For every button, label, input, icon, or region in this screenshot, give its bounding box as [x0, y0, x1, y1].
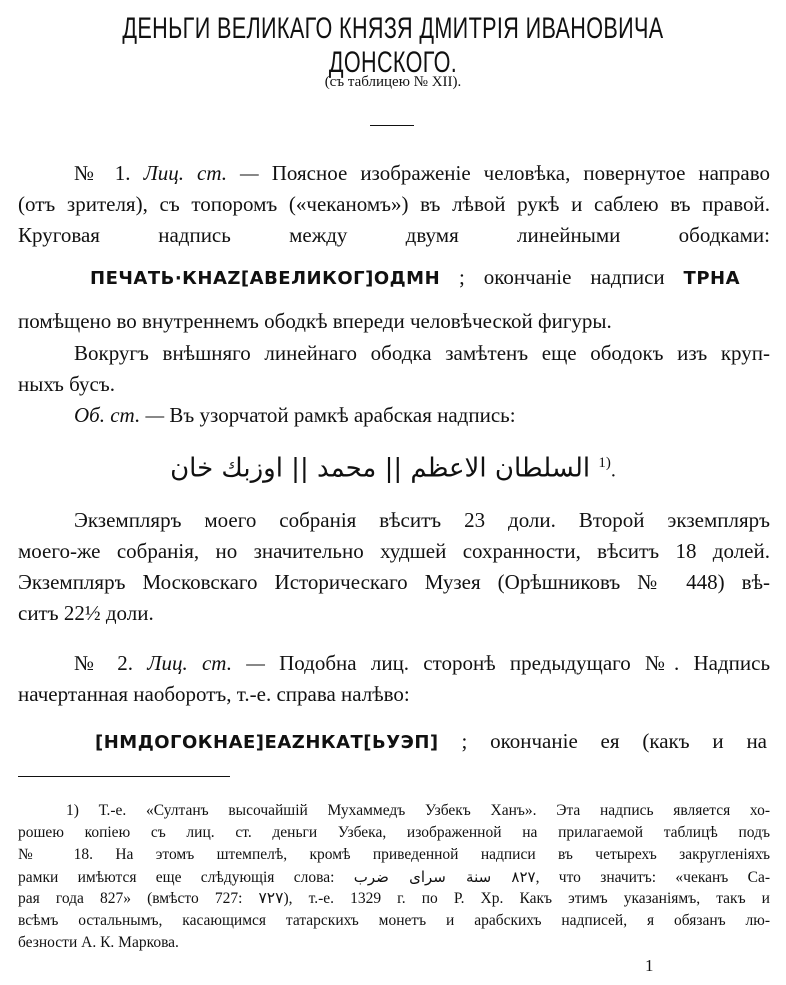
- footnote-line5: рая года 827» (вмѣсто 727: ٧٢٧), т.-е. 1329 г. по Р. Хр. Какъ этимъ указаніямъ, такъ и: [18, 890, 770, 907]
- footnote-line4: [18, 866, 770, 889]
- weight-line2: моего-же собранія, но значительно худшей сохранности, вѣситъ 18 долей.: [18, 539, 770, 563]
- footnote-line3: № 18. На этомъ штемпелѣ, кромѣ приведенной надписи въ четырехъ закругленіяхъ: [18, 846, 770, 863]
- footnote-divider: [18, 776, 230, 777]
- weight-line4: ситъ 22½ доли.: [18, 601, 154, 625]
- coin1-reverse-label: Об. ст. —: [74, 403, 165, 427]
- page-number: 1: [645, 956, 654, 975]
- coin1-reverse: [18, 400, 770, 431]
- coin2-inscription-line: [95, 726, 767, 758]
- weight-line1: Экземпляръ моего собранія вѣситъ 23 доли. Второй экземпляръ: [74, 508, 770, 532]
- coin1-inscription-line: [90, 262, 740, 294]
- coin1-inscription: ПЕЧАТЬ·КНАZ[АВЕЛИКОГ]ОДМН: [90, 268, 441, 289]
- coin1-inscription-sep: ;: [459, 265, 465, 289]
- footnote-line1: 1) Т.-е. «Султанъ высочайшій Мухаммедъ Узбекъ Ханъ». Эта надпись является хо-: [66, 802, 770, 819]
- footnote-arabic: ٨٢٧ سنة سراى ضرب: [353, 868, 536, 886]
- coin1-line2: (отъ зрителя), съ топоромъ («чеканомъ») въ лѣвой рукѣ и саблею въ правой.: [18, 192, 770, 216]
- page-title: ДЕНЬГИ ВЕЛИКАГО КНЯЗЯ ДМИТРІЯ ИВАНОВИЧА ДОНСКОГО.: [122, 12, 664, 79]
- coin1-line5: помѣщено во внутреннемъ ободкѣ впереди человѣческой фигуры.: [18, 309, 612, 333]
- arabic-end: .: [610, 459, 616, 482]
- coin1-obverse-text: Поясное изображеніе человѣка, повернутое направо: [271, 161, 771, 185]
- coin2-number: № 2.: [74, 651, 134, 675]
- coin1-line6: Вокругъ внѣшняго линейнаго ободка замѣтенъ еще ободокъ изъ круп-: [74, 341, 770, 365]
- coin2-line2: начертанная наоборотъ, т.-е. справа налѣво:: [18, 682, 410, 706]
- title-divider: [370, 125, 414, 126]
- coin2-obverse-label: Лиц. ст. —: [147, 651, 265, 675]
- page-subtitle: (съ таблицею № XII).: [324, 74, 462, 90]
- coin2-line1: [18, 648, 770, 679]
- coin1-line3: Круговая надпись между двумя линейными ободками:: [18, 223, 770, 247]
- coin1-line1: [18, 158, 770, 189]
- coin2-ending-text: окончаніе ея (какъ и на: [490, 729, 768, 753]
- coin1-ending-text: окончаніе надписи: [483, 265, 665, 289]
- footnote-line4-b: , что значитъ: «чеканъ Са-: [535, 869, 771, 886]
- coin2-inscription-sep: ;: [461, 729, 468, 753]
- coin2-inscription: [НМДОГОКНАЕ]ΕАZНКАТ[ЬУЭП]: [95, 732, 439, 753]
- coin1-obverse-label: Лиц. ст. —: [143, 161, 259, 185]
- footnote-ref: 1): [598, 455, 611, 471]
- footnote-line7: безности А. К. Маркова.: [18, 934, 179, 951]
- coin2-obverse-text: Подобна лиц. сторонѣ предыдущаго №. Надпись: [279, 651, 771, 675]
- weight-line3: Экземпляръ Московскаго Историческаго Музея (Орѣшниковъ № 448) вѣ-: [18, 570, 770, 594]
- coin1-number: № 1.: [74, 161, 131, 185]
- footnote-line6: всѣмъ остальнымъ, касающимся татарскихъ монетъ и арабскихъ надписей, я обязанъ лю-: [18, 912, 770, 929]
- coin1-ending-inscription: ТРНА: [683, 268, 741, 289]
- footnote-line2: рошею копіею съ лиц. ст. деньги Узбека, изображенной на прилагаемой таблицѣ подъ: [18, 824, 770, 841]
- footnote-line4-a: рамки имѣются еще слѣдующія слова:: [18, 869, 335, 886]
- arabic-inscription: السلطان الاعظم || محمد || اوزبك خان: [170, 453, 591, 484]
- coin1-reverse-text: Въ узорчатой рамкѣ арабская надпись:: [169, 403, 516, 427]
- coin1-line7: ныхъ бусъ.: [18, 372, 115, 396]
- arabic-inscription-line: [0, 446, 786, 488]
